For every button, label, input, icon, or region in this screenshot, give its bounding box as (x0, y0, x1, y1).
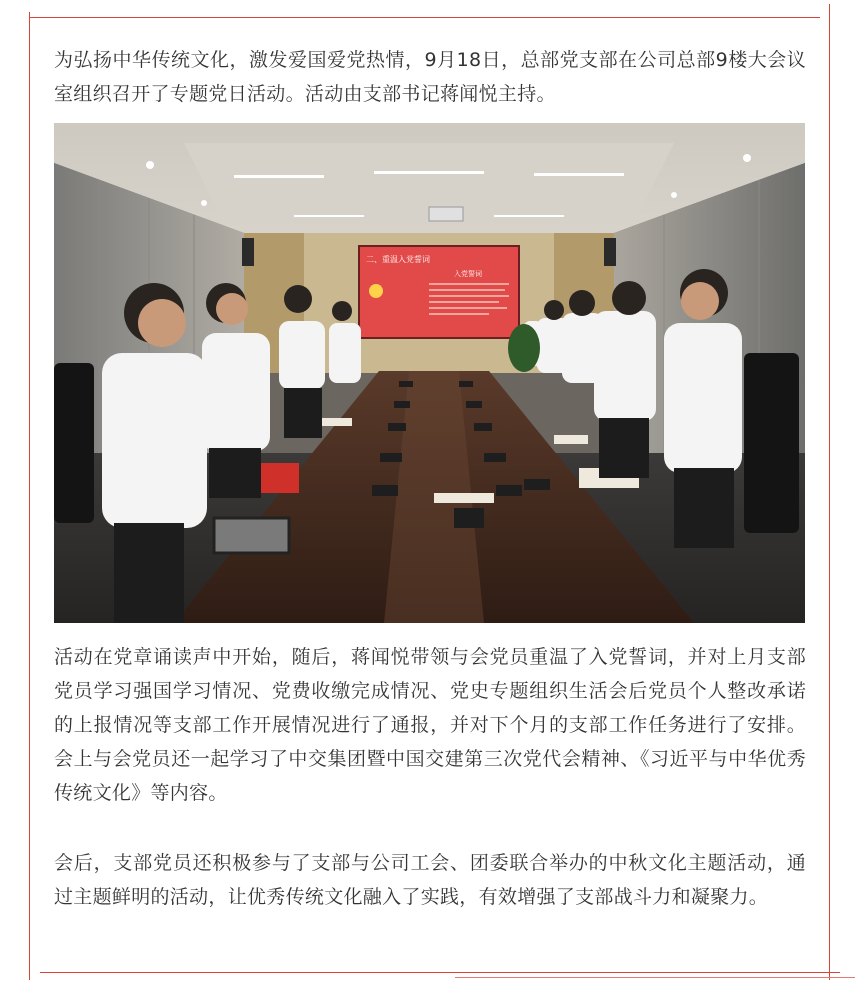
frame-line-right (829, 4, 830, 980)
screen-title: 二、重温入党誓词 (366, 255, 430, 264)
projector (429, 207, 463, 221)
frame-line-top (30, 17, 820, 18)
frame-line-bottom (40, 972, 840, 973)
article-paragraph-closing: 会后，支部党员还积极参与了支部与公司工会、团委联合举办的中秋文化主题活动，通过主题鲜明的活动，让优秀传统文化融入了实践，有效增强了支部战斗力和凝聚力。 (54, 852, 806, 908)
article-paragraph-intro: 为弘扬中华传统文化，激发爱国爱党热情，9月18日，总部党支部在公司总部9楼大会议室组织召开了专题党日活动。活动由支部书记蒋闻悦主持。 (54, 49, 806, 105)
screen-subtitle: 入党誓词 (454, 270, 482, 278)
article-paragraph-body: 活动在党章诵读声中开始，随后，蒋闻悦带领与会党员重温了入党誓词，并对上月支部党员学习强国学习情况、党费收缴完成情况、党史专题组织生活会后党员个人整改承诺的上报情况等支部工作开展情况进行了通报，并对下个月的支部工作任务进行了安排。会上与会党员还一起学习了中交集团暨中国交建第三次党代会精神、《习近平与中华优秀传统文化》等内容。 (54, 646, 806, 804)
frame-line-bottom-accent (455, 977, 855, 978)
party-emblem-icon (369, 284, 383, 298)
meeting-photo (54, 123, 805, 623)
frame-line-left (29, 12, 30, 980)
